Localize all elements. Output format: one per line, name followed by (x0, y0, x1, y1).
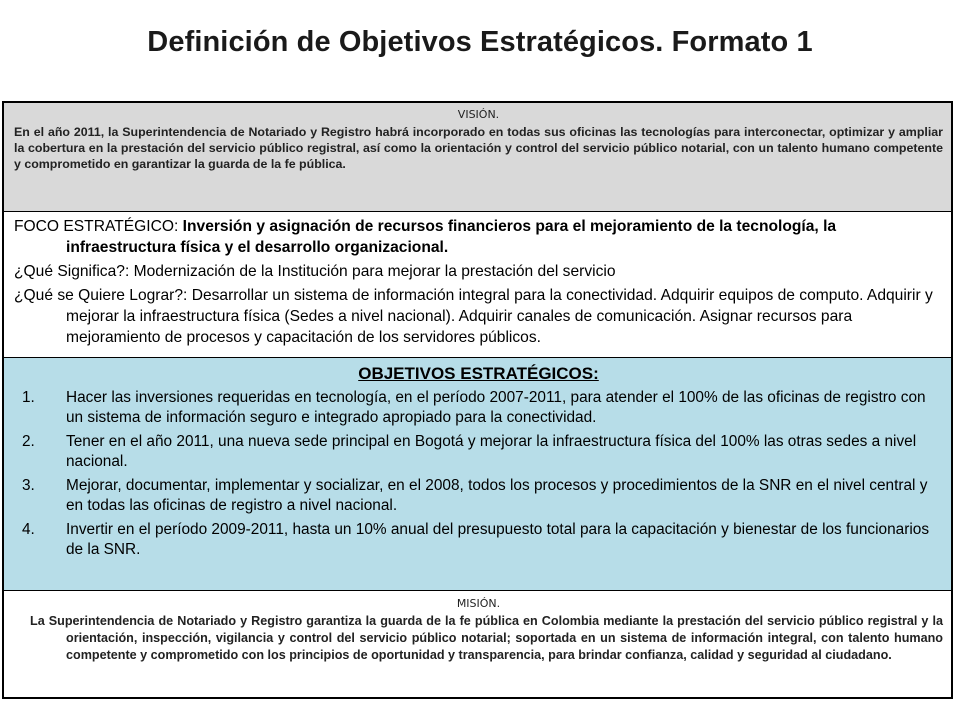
objective-item (14, 520, 943, 559)
vision-section (4, 103, 951, 212)
objective-item (14, 388, 943, 427)
objective-text: Mejorar, documentar, implementar y socializar, en el 2008, todos los procesos y procedimientos de la SNR en el nivel central y en todas las oficinas de registro a nivel nacional. (66, 477, 928, 514)
goal-label: ¿Qué se Quiere Lograr?: (14, 287, 188, 304)
objective-text: Invertir en el período 2009-2011, hasta un 10% anual del presupuesto total para la capacitación y bienestar de los funcionarios de la SNR. (66, 521, 930, 558)
objective-number: 4. (22, 521, 35, 538)
objectives-table (2, 101, 953, 699)
focus-paragraph (14, 216, 943, 258)
goal-paragraph (14, 285, 943, 348)
objectives-list (14, 388, 943, 559)
focus-section (4, 212, 951, 358)
page-title: Definición de Objetivos Estratégicos. Formato 1 (147, 26, 813, 58)
mission-heading: MISIÓN. (456, 597, 501, 610)
objectives-section (4, 358, 951, 591)
mission-section (4, 591, 951, 697)
objective-number: 1. (22, 389, 35, 406)
goal-text: Desarrollar un sistema de información integral para la conectividad. Adquirir equipos de computo. Adquirir y mejorar la infraestructura física (Sedes a nivel nacional). Adquirir canales de comunicación. Asignar recursos para mejoramiento de procesos y capacitación de los servidores públicos. (66, 287, 933, 346)
objective-item (14, 476, 943, 515)
vision-text: En el año 2011, la Superintendencia de Notariado y Registro habrá incorporado en todas sus oficinas las tecnologías para interconectar, optimizar y ampliar la cobertura en la prestación del servicio público registral, así como la orientación y control del servicio público notarial, con un talento humano competente y comprometido en garantizar la guarda de la fe pública. (14, 125, 943, 171)
objective-item (14, 432, 943, 471)
focus-text: Inversión y asignación de recursos financieros para el mejoramiento de la tecnología, la infraestructura física y el desarrollo organizacional. (66, 218, 837, 256)
focus-label: FOCO ESTRATÉGICO: (14, 218, 179, 235)
objective-number: 2. (22, 433, 35, 450)
meaning-text: Modernización de la Institución para mejorar la prestación del servicio (129, 263, 616, 280)
meaning-label: ¿Qué Significa?: (14, 263, 130, 280)
objectives-heading: OBJETIVOS ESTRATÉGICOS: (358, 364, 599, 383)
objective-number: 3. (22, 477, 35, 494)
vision-heading: VISIÓN. (457, 108, 500, 121)
meaning-paragraph (14, 261, 943, 282)
objective-text: Tener en el año 2011, una nueva sede principal en Bogotá y mejorar la infraestructura física del 100% las otras sedes a nivel nacional. (66, 433, 917, 470)
mission-text: La Superintendencia de Notariado y Registro garantiza la guarda de la fe pública en Colombia mediante la prestación del servicio público registral y la orientación, inspección, vigilancia y control del servicio público notarial; soportada en un sistema de información integral, con talento humano competente y comprometido con los principios de oportunidad y transparencia, para brindar confianza, calidad y seguridad al ciudadano. (30, 614, 943, 662)
objective-text: Hacer las inversiones requeridas en tecnología, en el período 2007-2011, para atender el 100% de las oficinas de registro con un sistema de información seguro e integrado apropiado para la conectividad. (66, 389, 926, 426)
